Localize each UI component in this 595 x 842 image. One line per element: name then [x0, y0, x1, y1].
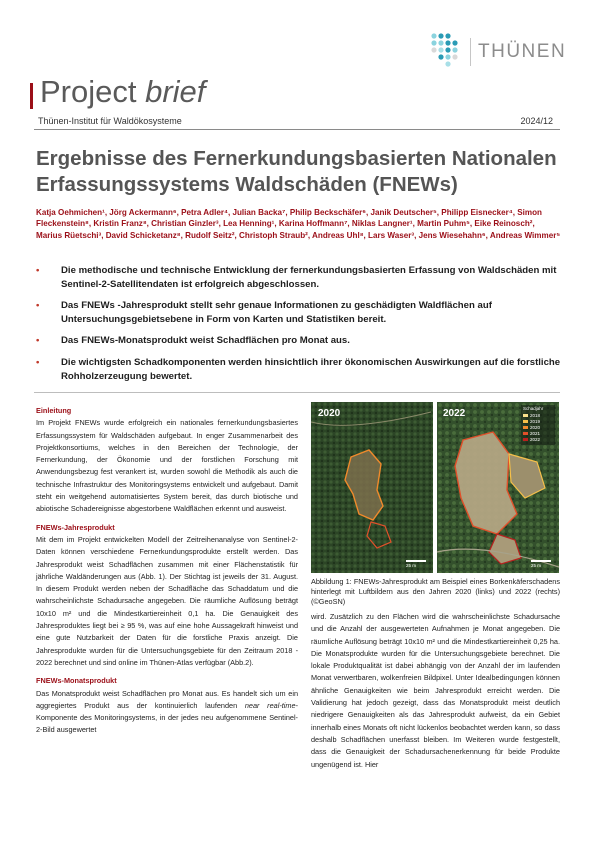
legend-swatch [523, 432, 528, 435]
legend-label: 2021 [530, 430, 541, 436]
figure-legend [521, 405, 555, 445]
monthly-paragraph-continued: wird. Zusätzlich zu den Flächen wird die wahrscheinlichste Schadursache und die Anzahl der ausgewerteten Aufnahmen je Monat angegeben. Die räumliche Auflösung beträgt 10x10 m² und die Mindestkartiereinheit 0,25 ha. Die Monatsprodukte wurden für die Untersuchungsgebiete berechnet. Die lokale Produktqualität ist dabei abhängig von der Anzahl der im laufenden Monat verwertbaren, wolkenfreien Bildpixel. Unter Idealbedingungen können ähnliche Genauigkeiten wie beim Jahresprodukt erreicht werden. Die Validierung hat jedoch gezeigt, dass das Monatsprodukt meist deutlich niedrigere Genauigkeiten als das Jahresprodukt aufweist, da ein Gebiet innerhalb eines Monats oft nicht lückenlos beobachtet werden kann, so dass deshalb Schadflächen unerfasst bleiben. Im Weiteren wurde festgestellt, dass die Genauigkeit der Schadursachenerkennung für beide Produkte ungenügend ist. Hier [311, 612, 560, 769]
legend-title: Schadjahr [523, 406, 544, 411]
header-accent-bar [30, 83, 33, 109]
title-line-2: Erfassungssystems Waldschäden (FNEWs) [36, 173, 458, 196]
author-list: Katja Oehmichen¹, Jörg Ackermann⁶, Petra Adler⁴, Julian Backa⁷, Philip Beckschäfer⁶, Janik Deutscher⁵, Philipp Eisnecker⁴, Simon Fleckenstein⁸, Kristin Franz⁸, Christian Ginzler³, Lea Henning¹, Karina Hoffmann⁷, Niklas Langner¹, Martin Puhm⁵, Eike Reinosch², Marius Rüetschi³, David Schicketanz⁸, Rudolf Seitz², Christoph Straub², Andreas Uhl⁸, Lars Waser³, Jens Wiesehahn⁶, Andreas Wimmer⁵ [36, 208, 561, 240]
legend-label: 2018 [530, 412, 541, 418]
legend-swatch [523, 426, 528, 429]
legend-swatch [523, 438, 528, 441]
right-column [311, 611, 560, 771]
scale-bar-left [406, 560, 426, 562]
monthly-text-part: -Komponente des Monitoringsystems, in der jedes neu aufgenommene Sentinel-2-Bild ausgewertet [36, 700, 298, 735]
monthly-text-emphasis: near real-time [244, 700, 296, 710]
thuenen-logo-dots-icon [428, 30, 464, 70]
doc-type-title [40, 74, 205, 110]
legend-item [521, 436, 555, 442]
figure-caption: Abbildung 1: FNEWs-Jahresprodukt am Beispiel eines Borkenkäferschadens hinterlegt mit Luftbildern aus den Jahren 2020 (links) und 2022 (rechts) (©GeoSN) [311, 577, 560, 607]
legend-label: 2020 [530, 424, 541, 430]
doc-type-italic: brief [145, 74, 206, 109]
intro-paragraph: Im Projekt FNEWs wurde erfolgreich ein nationales fernerkundungsbasiertes Erfassungssystem für Waldschäden aufgebaut. In enger Zusammenarbeit des Projektkonsortiums, welches in den Bereichen der Technologie, der Fernerkundung, der Ökonomie und der forstlichen Forschung mit Anwendungsbezug fest verankert ist, wurden sowohl die Methodik als auch die technische Infrastruktur des Monitoringsystems entwickelt und aufgebaut. Damit steht ein weitgehend automatisiertes System bereit, das durch biotische und abiotische Schadereignisse abgestorbene Waldflächen erkennt und ausweist. [36, 418, 298, 514]
key-points-divider [34, 392, 560, 393]
key-point: • Das FNEWs-Monatsprodukt weist Schadflächen pro Monat aus. [36, 334, 566, 348]
doc-type-upright: Project [40, 74, 146, 109]
legend-swatch [523, 414, 528, 417]
scale-bar-right [531, 560, 551, 562]
panel-year-right: 2022 [443, 408, 466, 419]
section-heading-annual: FNEWs-Jahresprodukt [36, 522, 115, 532]
issue-number: 2024/12 [520, 116, 553, 126]
legend-label: 2019 [530, 418, 541, 424]
annual-paragraph: Mit dem im Projekt entwickelten Modell der Zeitreihenanalyse von Sentinel-2-Daten können verschiedene Fernerkundungsprodukte erstellt werden. Das Jahresprodukt weist Schadflächen zusammen mit einer Flächenstatistik für jährliche Waldänderungen aus (Abb. 1). Der Stichtag ist jeweils der 31. August. In diesem Produkt werden neben der Schadfläche das Schaddatum und die wahrscheinlichste Schadursache angegeben. Die räumliche Auflösung beträgt 10x10 m² und die Mindestkartiereinheit 0,1 ha. Die Genauigkeit des Jahresproduktes liegt bei ≥ 95 %, was auf eine hohe Aussagekraft hinweist und eine gute Nutzbarkeit der Daten für die forstliche Praxis anzeigt. Die Jahresprodukte wurden für die Untersuchungsgebiete für den Zeitraum 2018 - 2022 berechnet und sind online im Thünen-Atlas verfügbar (Abb.2). [36, 534, 298, 667]
header-divider [34, 129, 560, 130]
legend-swatch [523, 420, 528, 423]
brand-logo-text: THÜNEN [478, 41, 567, 62]
left-column [36, 404, 298, 737]
monthly-text-part: Das Monatsprodukt weist Schadflächen pro Monat aus. Es handelt sich um ein aggregiertes Produkt aus der kontinuierlich laufenden [36, 688, 298, 710]
key-point: • Die methodische und technische Entwicklung der fernerkundungsbasierten Erfassung von Waldschäden mit Sentinel-2-Satellitendaten ist erfolgreich abgeschlossen. [36, 264, 566, 291]
logo-separator [470, 38, 471, 66]
monthly-paragraph [36, 688, 298, 737]
section-heading-intro: Einleitung [36, 406, 72, 415]
scale-label-right: 25 m [531, 563, 542, 568]
section-heading-monthly: FNEWs-Monatsprodukt [36, 676, 117, 686]
title-line-1: Ergebnisse des Fernerkundungsbasierten Nationalen [36, 147, 557, 170]
key-point: • Das FNEWs -Jahresprodukt stellt sehr genaue Informationen zu geschädigten Waldflächen auf Untersuchungsgebietsebene in Form von Karten und Statistiken bereit. [36, 299, 566, 326]
scale-label-left: 25 m [406, 563, 417, 568]
key-point: • Die wichtigsten Schadkomponenten werden hinsichtlich ihrer ökonomischen Auswirkungen auf die forstliche Rohholzerzeugung bewertet. [36, 356, 566, 383]
key-points-list [36, 264, 566, 391]
panel-year-left: 2020 [318, 408, 341, 419]
page-title [36, 146, 562, 198]
institute-name: Thünen-Institut für Waldökosysteme [38, 116, 182, 126]
legend-label: 2022 [530, 436, 541, 442]
